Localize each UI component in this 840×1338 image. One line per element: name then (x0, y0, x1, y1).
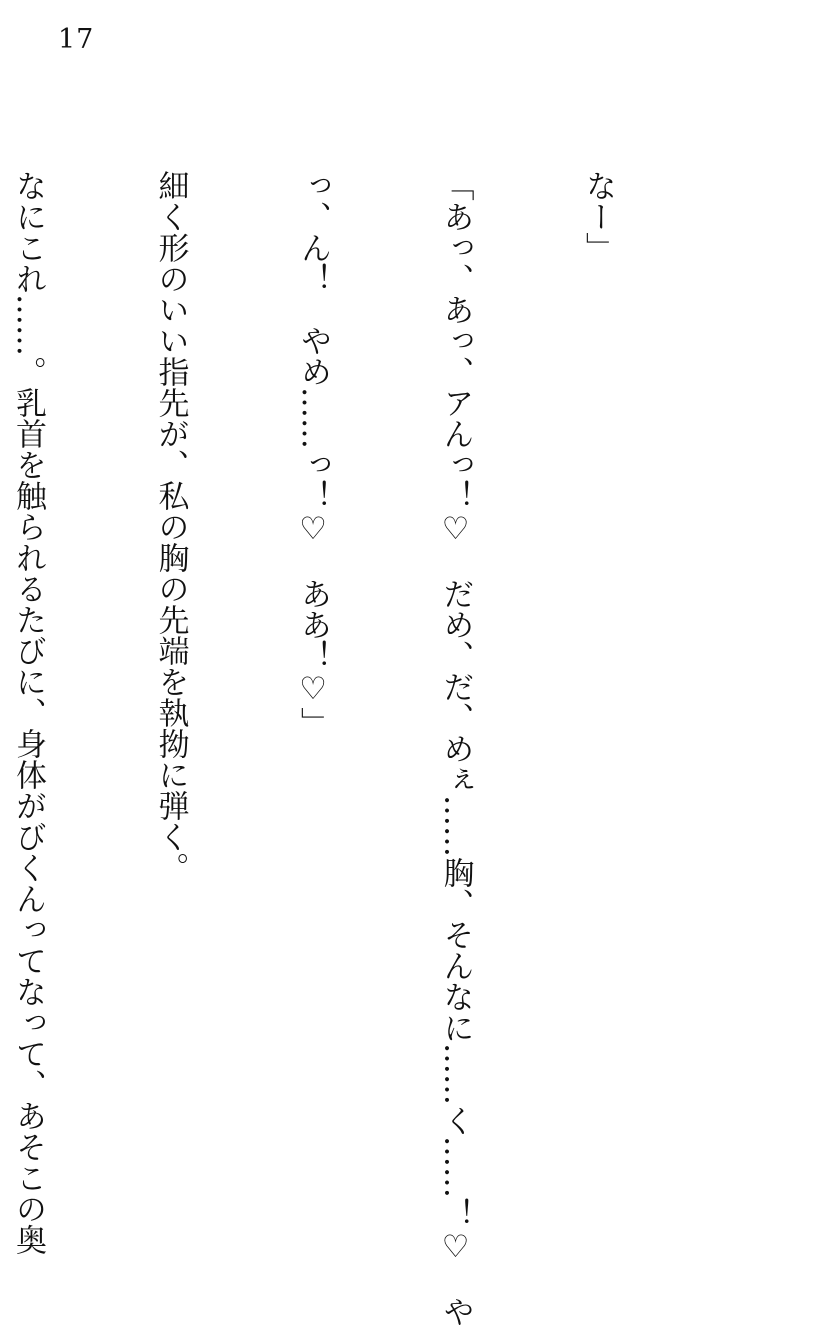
text-line-1: なー」 (580, 170, 616, 263)
text-line-5: なにこれ……。乳首を触られるたびに、身体がびくんってなって、あそこの奥 (10, 170, 46, 1255)
vertical-text-body (0, 170, 716, 1327)
text-line-2: 「あっ、あっ、アんっ！♡ だめ、だ、めぇ……胸、そんなに……く……！♡ や (437, 170, 474, 1327)
text-line-3: っ、ん！ やめ……っ！♡ ああ！♡」 (295, 170, 331, 738)
page-number: 17 (58, 24, 95, 55)
text-line-4: 細く形のいい指先が、私の胸の先端を執拗に弾く。 (152, 170, 189, 883)
